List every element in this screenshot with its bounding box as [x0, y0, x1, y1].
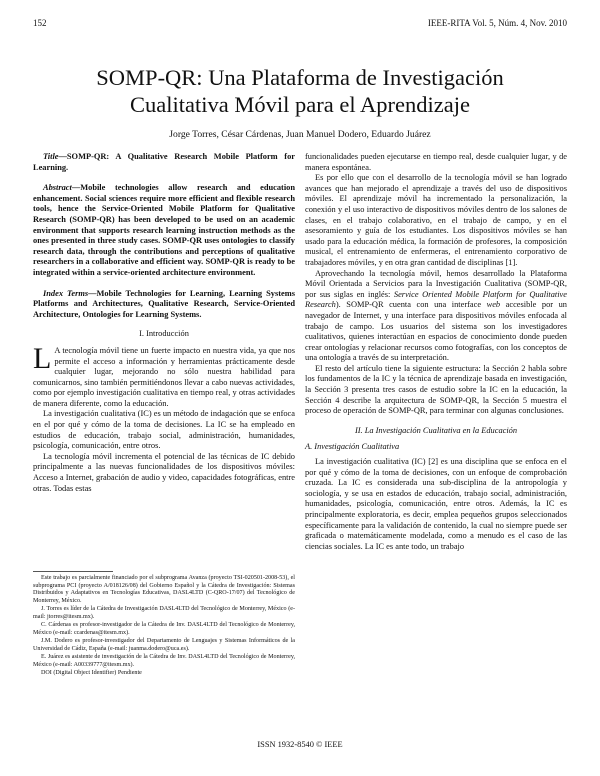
- title-line-2: Cualitativa Móvil para el Aprendizaje: [130, 92, 470, 117]
- right-paragraph-0: funcionalidades pueden ejecutarse en tiempo real, desde cualquier lugar, y de manera espontánea.: [305, 152, 567, 172]
- intro-paragraph-2: La investigación cualitativa (IC) es un método de indagación que se enfoca en el por qué y cómo de la toma de decisiones. La IC se ha empleado en estudios de educación, trabajo social, administración, humanidades, psicología, comunicación, entre otros.: [33, 409, 295, 451]
- intro-paragraph-3: La tecnología móvil incrementa el potencial de las técnicas de IC debido principalmente a las nuevas funcionalidades de los dispositivos móviles: Acceso a Internet, grabación de audio y video, capacidades fotográficas, entre otras. Todas estas: [33, 451, 295, 493]
- footnote-funding: Este trabajo es parcialmente financiado por el subprograma Avanza (proyecto TSI-020501-2008-53), el subprograma PCI (proyecto A/018126/08) del Gobierno Español y la Cátedra de Investigación: Sistemas Distribuidos y Adaptativos en Tecnologías Educativas, DASL4LTD (C-QRO-17/07) del Tecnológico de Monterrey, México.: [33, 575, 295, 604]
- index-terms-text: —Mobile Technologies for Learning, Learning Systems Platforms and Architectures, Qualitative Research, Service-Oriented Architecture, Ontologies for Learning Systems.: [33, 288, 295, 319]
- right-p2-part-b: ). SOMP-QR cuenta con una interface: [335, 300, 487, 310]
- right-paragraph-4: La investigación cualitativa (IC) [2] es una disciplina que se enfoca en el por qué y cómo de la toma de decisiones, con un enfoque de comprobación cruzada. La IC es considerada una sub-disciplina de la antropología y sociología, y se usa en estados de educación, trabajo social, administración, humanidades, psicología, comunicación, entre otros. Además, la IC es principalmente exploratoria, es decir, emplea pequeños grupos seleccionados específicamente para la validación de contenido, la cual no siempre puede ser graficada o matemáticamente modelada, como a menudo es el caso de las ciencias sociales. La IC es ante todo, un trabajo: [305, 457, 567, 551]
- right-p2-italic: Service Oriented Mobile Platform for Qualitative Research: [305, 289, 567, 310]
- footnote-dodero: J.M. Dodero es profesor-investigador del Departamento de Lenguajes y Sistemas Informáticos de la Universidad de Cádiz, España (e-mail: juanma.dodero@uca.es).: [33, 638, 295, 652]
- footnote-rule: [33, 571, 113, 572]
- title-text: —SOMP-QR: A Qualitative Research Mobile Platform for Learning.: [33, 152, 295, 172]
- paper-title: [0, 64, 600, 118]
- english-title: [33, 152, 295, 173]
- left-column: [33, 152, 295, 494]
- footnotes: [33, 571, 295, 679]
- intro-paragraph-1: [33, 341, 295, 410]
- footnote-doi: DOI (Digital Object Identifier) Pendiente: [41, 670, 142, 676]
- index-terms: [33, 289, 295, 321]
- abstract-text: —Mobile technologies allow research and education enhancement. Social sciences require more efficient and flexible research tools, hence the Service-Oriented Mobile Platform for Qualitative Research (SOMP-QR) has been developed to be used on an academic environment that supports research learning instruction methods as the ones presented in three study cases. SOMP-QR uses ontologies to classify research data, through the contributions and perceptions of qualitative researchers in a collaborative and efficient way. SOMP-QR is ready to be integrated within a service-oriented architecture environment.: [33, 183, 295, 277]
- issn-footer: ISSN 1932-8540 © IEEE: [257, 740, 343, 749]
- footnote-torres: J. Torres es líder de la Cátedra de Investigación DASL4LTD del Tecnológico de Monterrey, México (e-mail: jtorres@itesm.mx).: [33, 606, 295, 620]
- authors: Jorge Torres, César Cárdenas, Juan Manuel Dodero, Eduardo Juárez: [169, 129, 431, 140]
- title-label: Title: [43, 152, 59, 161]
- section-1-heading: I. Introducción: [139, 329, 189, 339]
- footnote-cardenas: C. Cárdenas es profesor-investigador de la Cátedra de Inv. DASL4LTD del Tecnológico de Monterrey, México (e-mail: ccardenas@itesm.mx).: [33, 622, 295, 636]
- right-p2-part-a: Aprovechando la tecnología móvil, hemos desarrollado la Plataforma Móvil Orientada a Servicios para la Investigación Cualitativa (SOMP-QR, por sus siglas en inglés:: [305, 268, 567, 299]
- right-p2-web: web: [486, 300, 501, 310]
- section-2-heading: II. La Investigación Cualitativa en la Educación: [354, 425, 518, 435]
- drop-cap: L: [33, 341, 52, 375]
- right-paragraph-2: [305, 269, 567, 364]
- footnote-juarez: E. Juárez es asistente de investigación de la Cátedra de Inv. DASL4LTD del Tecnológico de Monterrey, México (e-mail: A00339777@itesm.mx).: [33, 654, 295, 668]
- right-column: [305, 152, 567, 552]
- page-number: 152: [33, 18, 47, 28]
- right-paragraph-3: El resto del artículo tiene la siguiente estructura: la Sección 2 habla sobre los fundamentos de la IC y la técnica de aprendizaje basada en investigación, la Sección 3 presenta tres casos de estudio sobre la IC en la educación, la Sección 4 describe la arquitectura de SOMP-QR, la Sección 5 muestra el proceso de operación de SOMP-QR, para terminar con algunas conclusiones.: [305, 363, 567, 416]
- index-terms-label: Index Terms: [43, 288, 89, 298]
- journal-header: IEEE-RITA Vol. 5, Núm. 4, Nov. 2010: [427, 18, 567, 28]
- abstract: [33, 183, 295, 278]
- title-line-1: SOMP-QR: Una Plataforma de Investigación: [96, 65, 504, 90]
- abstract-label: Abstract: [43, 183, 72, 193]
- subsection-a-heading: A. Investigación Cualitativa: [305, 442, 400, 452]
- right-p2-part-c: accesible por un navegador de Internet, y una interface para dispositivos móviles enfocada al trabajo de campo. Los usuarios del sistema son los investigadores cualitativos, quienes interactúan en espacios de conocimiento donde pueden crear ontologías y relacionar recursos como fotografías, con los conceptos de una ontología a través de su interpretación.: [305, 300, 567, 363]
- right-paragraph-1: Es por ello que con el desarrollo de la tecnología móvil se han logrado avances que han mejorado el aprendizaje a través del uso de dispositivos móviles. El aprendizaje móvil ha incrementado la personalización, la conexión y el uso interactivo de dispositivos móviles dentro de los salones de clases, en el trabajo colaborativo, en el trabajo de campo, y en el asesoramiento y guía de los estudiantes. Los dispositivos móviles se han usado para la educación médica, la formación de profesores, la composición musical, el entrenamiento de enfermeras, el entrenamiento corporativo de trabajadores móviles, y en otra gran cantidad de disciplinas [1].: [305, 173, 567, 267]
- intro-paragraph-1-text: A tecnología móvil tiene un fuerte impacto en nuestra vida, ya que nos permite el acceso a información y herramientas prácticamente desde cualquier lugar, mejorando no sólo nuestra habilidad para comunicarnos, sino también permitiéndonos llevar a cabo nuevas actividades, como por ejemplo investigación cualitativa en tiempo real, y otras actividades de manera diferente, como la educación.: [33, 345, 295, 408]
